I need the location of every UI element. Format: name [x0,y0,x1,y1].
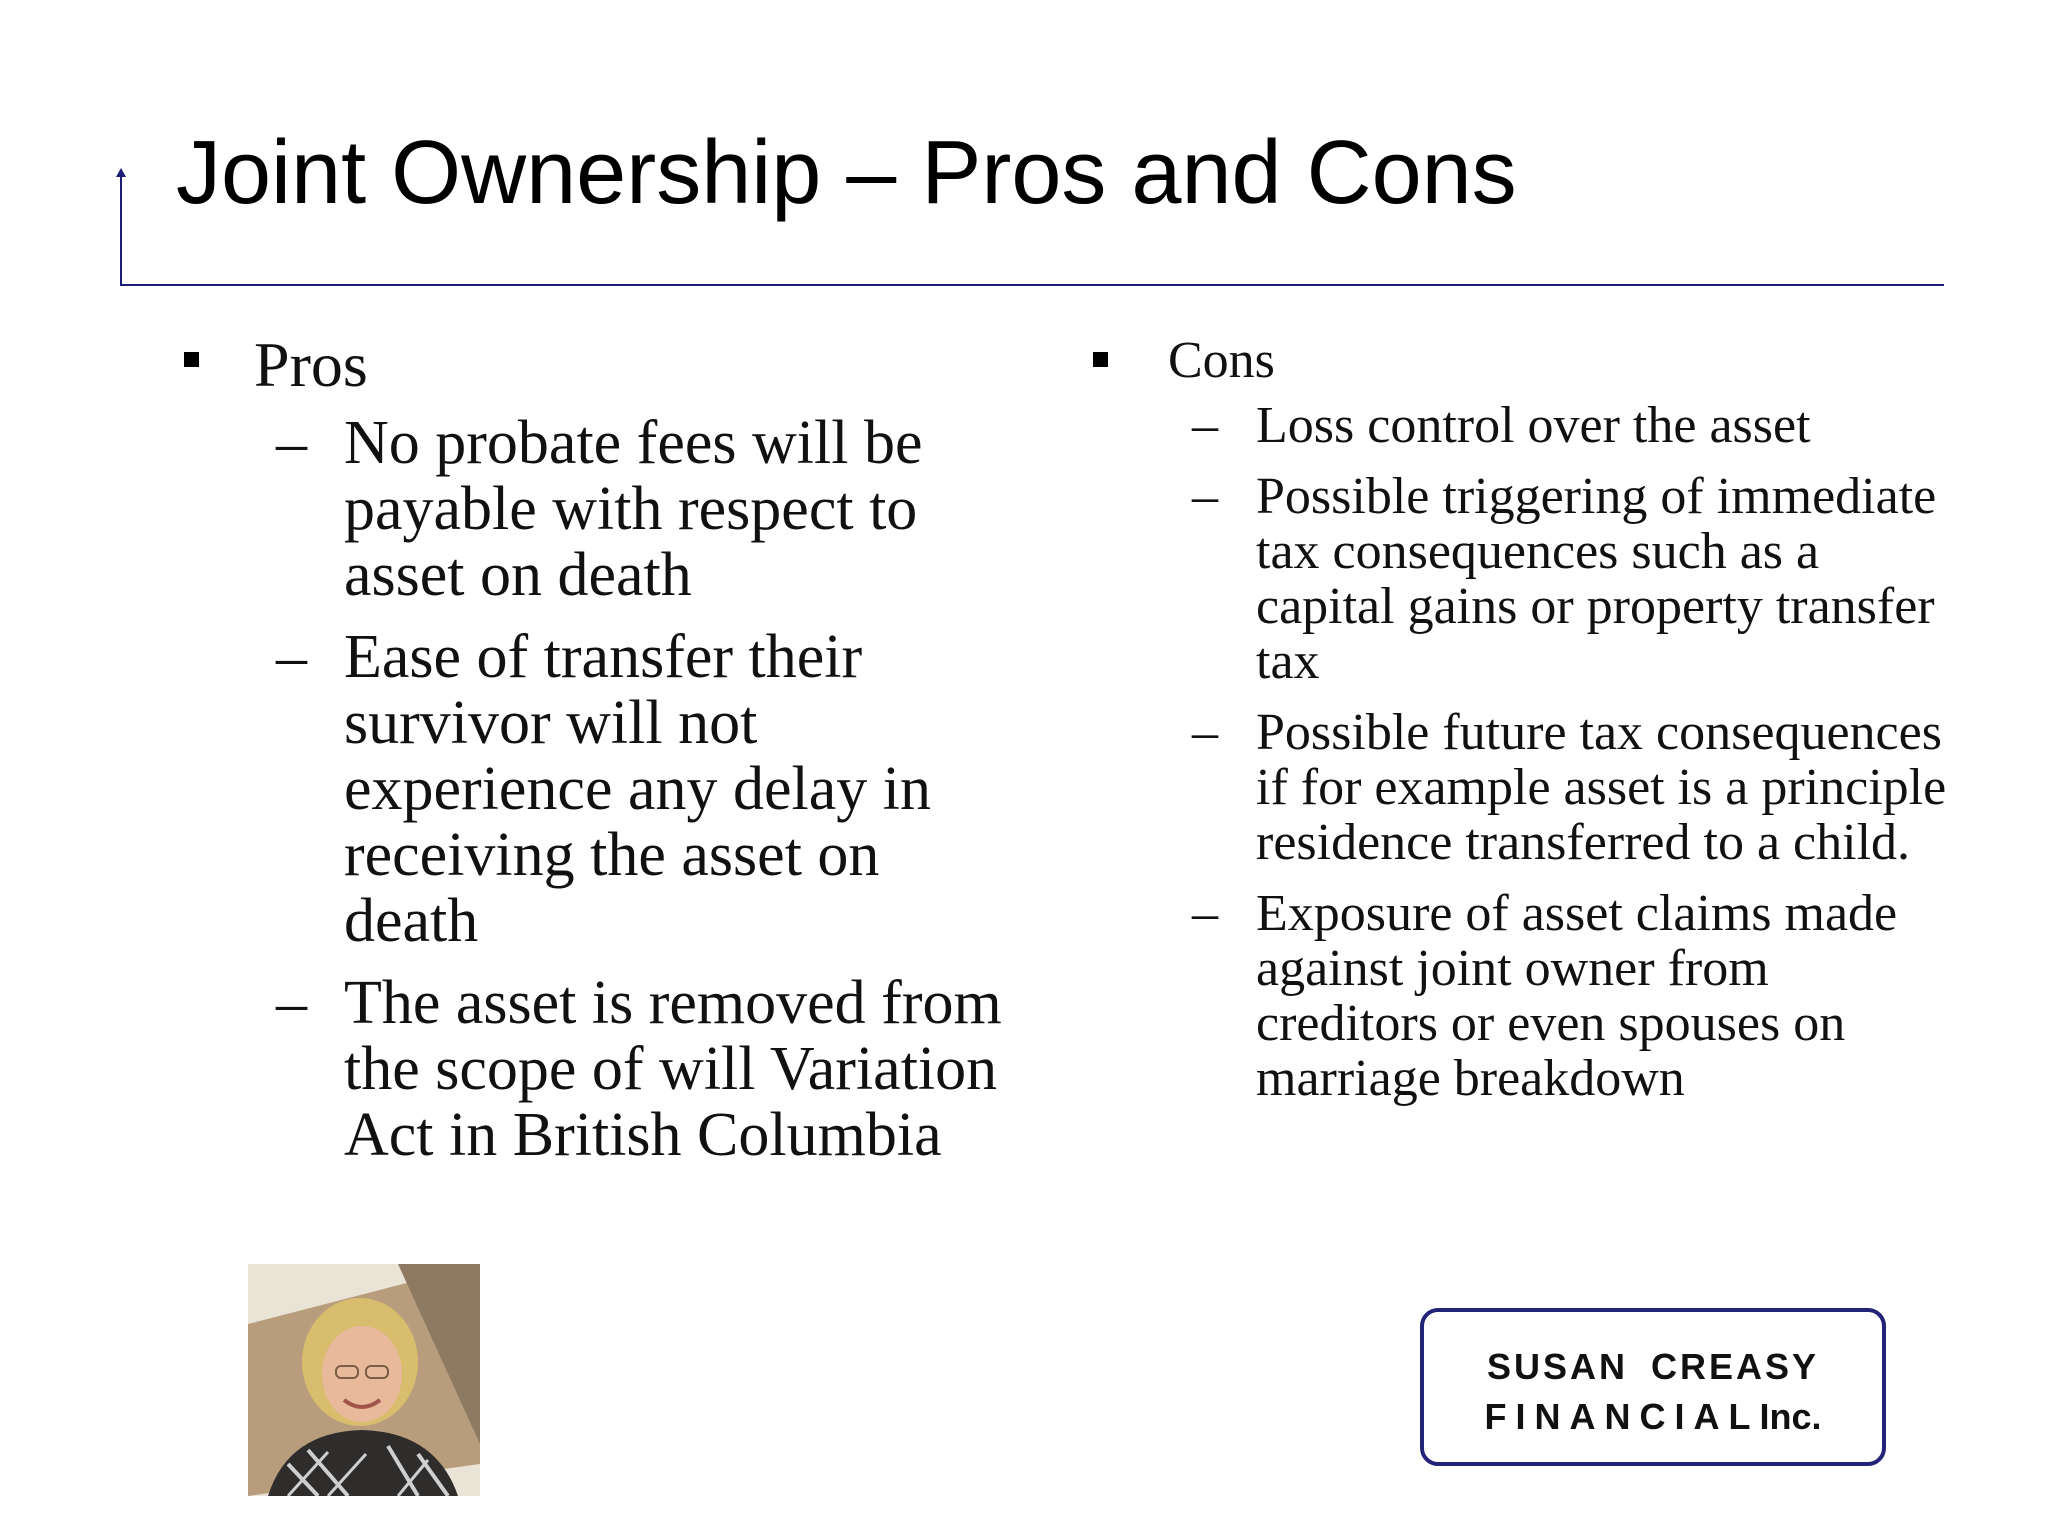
portrait-photo [248,1264,480,1496]
pros-item [176,624,1016,954]
pros-column [176,328,1016,1184]
logo-suffix: Inc. [1759,1396,1822,1437]
dash-bullet: – [276,409,307,477]
cons-heading-row [1088,330,1948,398]
cons-heading: Cons [1168,332,1275,389]
dash-bullet: – [276,969,307,1037]
pros-heading: Pros [254,329,368,400]
company-logo [1420,1308,1886,1466]
cons-item-text: Loss control over the asset [1256,397,1811,454]
pros-item-text: The asset is removed from the scope of will Variation Act in British Columbia [344,969,1002,1169]
dash-bullet: – [276,623,307,691]
logo-financial-word: FINANCIAL [1484,1396,1760,1437]
title-accent-line [120,176,122,286]
dash-bullet: – [1192,397,1218,454]
cons-item [1088,469,1948,689]
cons-item [1088,886,1948,1106]
pros-item [176,970,1016,1168]
logo-name: SUSAN CREASY [1486,1346,1820,1387]
cons-list [1088,398,1948,1106]
cons-column [1088,330,1948,1122]
slide-title: Joint Ownership – Pros and Cons [176,123,1517,223]
cons-item-text: Exposure of asset claims made against joint owner from creditors or even spouses on marriage breakdown [1256,885,1898,1107]
pros-item-text: Ease of transfer their survivor will not experience any delay in receiving the asset on death [344,623,931,955]
cons-item-text: Possible triggering of immediate tax consequences such as a capital gains or property transfer tax [1256,468,1937,690]
portrait-photo-icon [248,1264,480,1496]
cons-item-text: Possible future tax consequences if for example asset is a principle residence transferred to a child. [1256,704,1947,871]
cons-item [1088,398,1948,453]
dash-bullet: – [1192,704,1218,761]
logo-financial [1424,1396,1882,1438]
pros-item [176,410,1016,608]
pros-item-text: No probate fees will be payable with respect to asset on death [344,409,923,609]
square-bullet-icon [1093,352,1108,367]
dash-bullet: – [1192,885,1218,942]
square-bullet-icon [184,352,199,367]
cons-item [1088,705,1948,870]
title-divider [120,284,1944,286]
pros-heading-row [176,328,1016,410]
title-accent-arrow-icon [116,168,126,177]
pros-list [176,410,1016,1168]
dash-bullet: – [1192,468,1218,525]
